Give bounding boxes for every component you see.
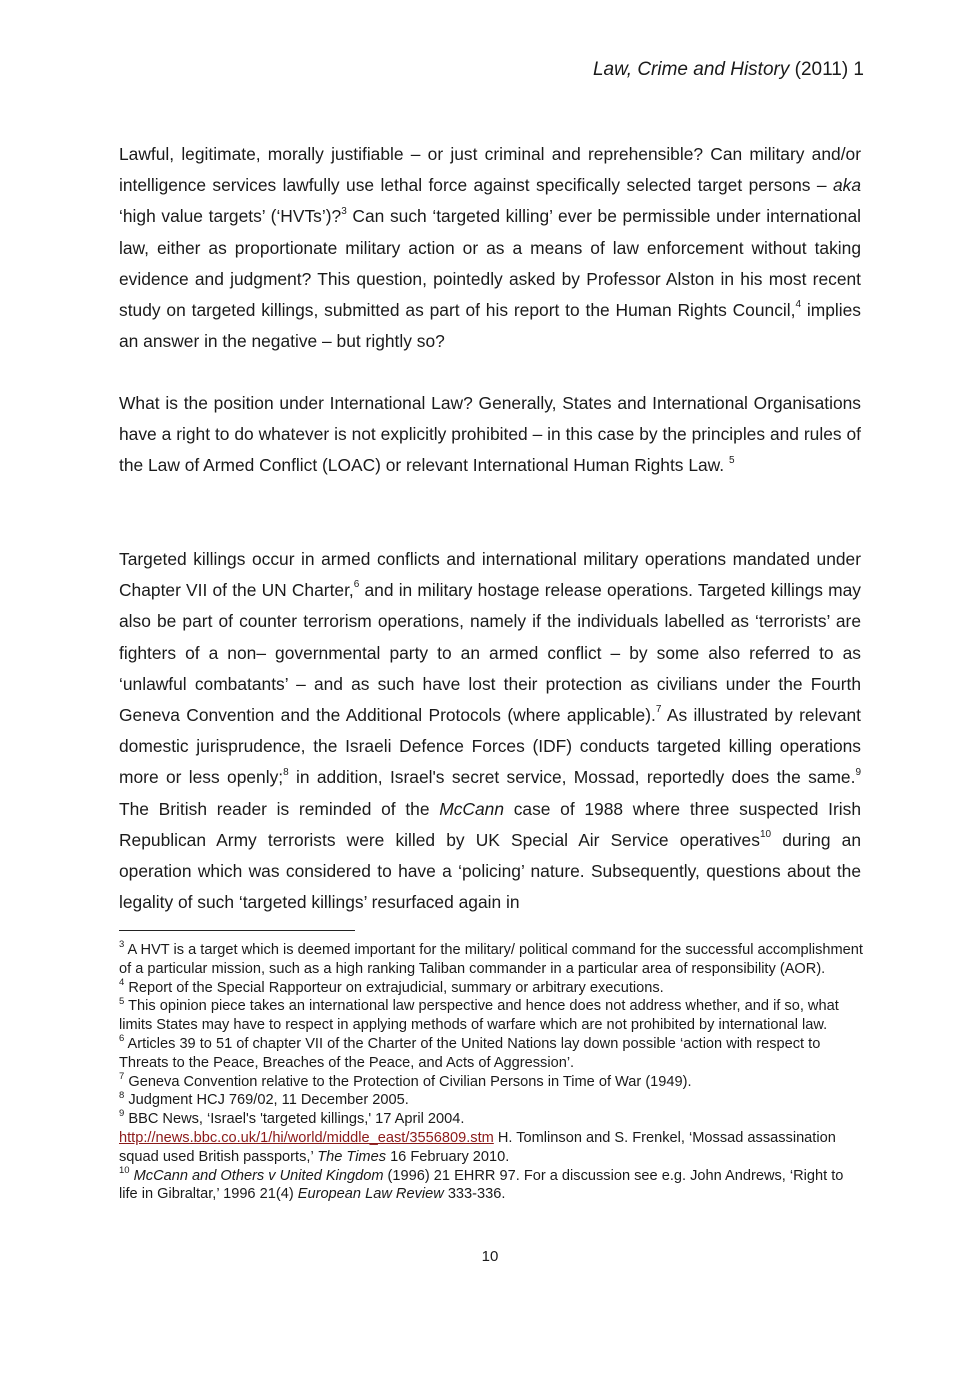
footnote-text: H. Tomlinson and S. Frenkel, ‘Mossad assassination squad used British passports,’ xyxy=(119,1129,836,1165)
footnote-ref-8[interactable]: 8 xyxy=(283,766,289,778)
footnote-number: 4 xyxy=(119,976,125,988)
p3-text-h: during an operation which was considered to have a ‘policing’ nature. Subsequently, questions about the legality of such ‘targeted killings’ resurfaced again in xyxy=(119,829,862,913)
footnote-italic-journal: European Law Review xyxy=(297,1186,444,1203)
footnote-number: 7 xyxy=(119,1070,125,1082)
footnote-text: Report of the Special Rapporteur on extrajudicial, summary or arbitrary executions. xyxy=(124,979,664,996)
footnote-4 xyxy=(119,976,864,998)
p1-text-a: Lawful, legitimate, morally justifiable – or just criminal and reprehensible? Can military and/or intelligence services lawfully use lethal force against specifically selected target persons – xyxy=(119,144,861,196)
footnote-10 xyxy=(119,1164,864,1205)
p1-text-c: ‘high value targets’ (‘HVTs’)? xyxy=(119,206,342,227)
footnote-text: Judgment HCJ 769/02, 11 December 2005. xyxy=(124,1092,409,1109)
footnote-text: This opinion piece takes an international law perspective and hence does not address whether, and if so, what limits States may have to respect in applying methods of warfare which are not prohibited by international law. xyxy=(119,998,839,1034)
footnote-text: 333-336. xyxy=(443,1186,506,1203)
running-header xyxy=(593,58,864,82)
footnote-number: 10 xyxy=(119,1164,130,1176)
page-number: 10 xyxy=(481,1248,499,1265)
footnote-ref-5[interactable]: 5 xyxy=(728,454,735,466)
footnote-number: 9 xyxy=(119,1108,125,1120)
footnote-7 xyxy=(119,1070,864,1092)
footnote-number: 6 xyxy=(119,1033,125,1045)
footnote-6 xyxy=(119,1035,864,1073)
p3-text-e: The British reader is reminded of the xyxy=(119,798,440,819)
p3-text-a: Targeted killings occur in armed conflicts and international military operations mandated under Chapter VII of the UN Charter, xyxy=(119,549,861,601)
p3-text-c: As illustrated by relevant domestic jurisprudence, the Israeli Defence Forces (IDF) conducts targeted killing operations more or less openly; xyxy=(119,705,861,788)
footnote-text: A HVT is a target which is deemed important for the military/ political command for the successful accomplishment of a particular mission, such as a high ranking Taliban commander in a particular area of responsibility (AOR). xyxy=(119,942,863,977)
footnote-9 xyxy=(119,1110,864,1166)
footnote-text: Geneva Convention relative to the Protection of Civilian Persons in Time of War (1949). xyxy=(124,1073,692,1090)
footnote-ref-4[interactable]: 4 xyxy=(795,299,802,311)
p3-text-b: and in military hostage release operations. Targeted killings may also be part of counter terrorism operations, namely if the individuals labelled as ‘terrorists’ are fighters of a non– governmental party to an armed conflict – by some also referred to as ‘unlawful combatants’ – and as such have lost their protection as civilians under the Fourth Geneva Convention and the Additional Protocols (where applicable). xyxy=(119,580,861,726)
bbc-news-link[interactable]: http://news.bbc.co.uk/1/hi/world/middle_east/3556809.stm xyxy=(119,1129,494,1146)
footnote-separator xyxy=(119,930,355,931)
footnote-text: Articles 39 to 51 of chapter VII of the Charter of the United Nations lay down possible ‘action with respect to Threats to the Peace, Breaches of the Peace, and Acts of Aggression’. xyxy=(119,1035,821,1071)
footnote-ref-9[interactable]: 9 xyxy=(855,766,861,778)
journal-volume: (2011) 1 xyxy=(794,59,864,80)
p1-text-d: Can such ‘targeted killing’ ever be permissible under international law, either as proportionate military action or as a means of law enforcement without taking evidence and judgment? This question, pointedly asked by Professor Alston in his most recent study on targeted killings, submitted as part of his report to the Human Rights Council, xyxy=(119,206,861,321)
footnote-italic-case-name: McCann and Others v United Kingdom xyxy=(129,1167,384,1184)
footnote-text: BBC News, ‘Israel's 'targeted killings,' 17 April 2004. xyxy=(124,1111,465,1128)
journal-title: Law, Crime and History xyxy=(592,59,790,80)
footnote-text: 16 February 2010. xyxy=(386,1148,510,1165)
paragraph-1 xyxy=(119,139,861,357)
footnotes xyxy=(119,941,864,1204)
p3-text-d: in addition, Israel's secret service, Mossad, reportedly does the same. xyxy=(288,767,856,788)
p3-italic-mccann: McCann xyxy=(439,798,504,819)
footnote-ref-6[interactable]: 6 xyxy=(353,579,360,591)
footnote-number: 3 xyxy=(119,939,125,951)
footnote-number: 5 xyxy=(119,995,125,1007)
footnote-8 xyxy=(119,1091,864,1110)
footnote-number: 8 xyxy=(119,1089,125,1101)
footnote-5 xyxy=(119,997,864,1035)
footnote-ref-7[interactable]: 7 xyxy=(655,704,662,716)
footnote-italic-the-times: The Times xyxy=(317,1148,387,1165)
footnote-ref-3[interactable]: 3 xyxy=(341,205,347,217)
footnote-text: (1996) 21 EHRR 97. For a discussion see e.g. John Andrews, ‘Right to life in Gibraltar,’ 1996 21(4) xyxy=(119,1167,844,1203)
p1-text-e: implies an answer in the negative – but rightly so? xyxy=(119,300,861,352)
footnote-ref-10[interactable]: 10 xyxy=(759,829,772,841)
p1-italic-aka: aka xyxy=(832,175,861,196)
p3-text-g: case of 1988 where three suspected Irish Republican Army terrorists were killed by UK Special Air Service operatives xyxy=(119,798,861,850)
paragraph-3 xyxy=(119,544,861,918)
footnote-3 xyxy=(119,941,864,979)
paragraph-2 xyxy=(119,388,861,482)
p2-text-a: What is the position under International Law? Generally, States and International Organisations have a right to do whatever is not explicitly prohibited – in this case by the principles and rules of the Law of Armed Conflict (LOAC) or relevant International Human Rights Law. xyxy=(119,393,861,476)
